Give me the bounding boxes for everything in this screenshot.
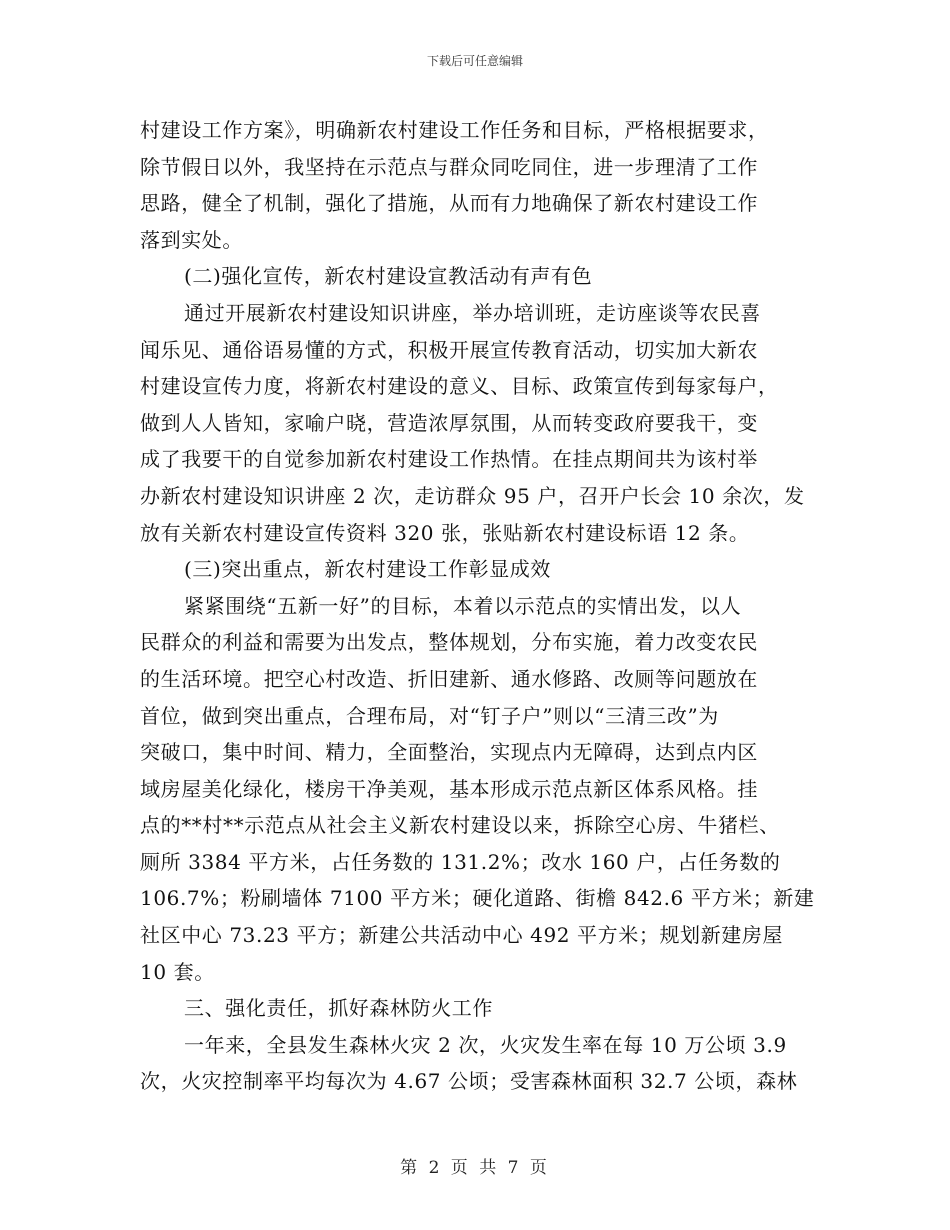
text-line: 办新农村建设知识讲座 2 次，走访群众 95 户，召开户长会 10 余次，发 — [140, 483, 805, 508]
text-line: 村建设工作方案》，明确新农村建设工作任务和目标，严格根据要求， — [140, 118, 769, 142]
text-line: 落到实处。 — [140, 227, 243, 252]
text-line: (二)强化宣传，新农村建设宣教活动有声有色 — [184, 264, 593, 289]
text-line: 成了我要干的自觉参加新农村建设工作热情。在挂点期间共为该村举 — [140, 447, 758, 472]
text-line: 三、强化责任，抓好森林防火工作 — [184, 996, 493, 1021]
text-line: 的生活环境。把空心村改造、折旧建新、通水修路、改厕等问题放在 — [140, 666, 758, 691]
text-line: 域房屋美化绿化，楼房干净美观，基本形成示范点新区体系风格。挂 — [140, 776, 758, 801]
text-line: 一年来，全县发生森林火灾 2 次，火灾发生率在每 10 万公顷 3.9 — [184, 1032, 787, 1057]
text-line: (三)突出重点，新农村建设工作彰显成效 — [184, 557, 552, 582]
text-line: 闻乐见、通俗语易懂的方式，积极开展宣传教育活动，切实加大新农 — [140, 337, 758, 362]
page-number-footer: 第 2 页 共 7 页 — [400, 1158, 550, 1178]
page-header: 下载后可任意编辑 — [426, 54, 523, 68]
text-line: 社区中心 73.23 平方；新建公共活动中心 492 平方米；规划新建房屋 — [140, 923, 784, 948]
text-line: 通过开展新农村建设知识讲座，举办培训班，走访座谈等农民喜 — [184, 300, 761, 325]
text-line: 首位，做到突出重点，合理布局，对“钉子户”则以“三清三改”为 — [140, 703, 719, 728]
text-line: 紧紧围绕“五新一好”的目标，本着以示范点的实情出发，以人 — [184, 593, 742, 618]
document-body — [140, 112, 815, 1100]
text-line: 民群众的利益和需要为出发点，整体规划，分布实施，着力改变农民 — [140, 630, 758, 655]
text-line: 点的**村**示范点从社会主义新农村建设以来，拆除空心房、牛猪栏、 — [140, 813, 780, 838]
text-line: 次，火灾控制率平均每次为 4.67 公顷；受害森林面积 32.7 公顷，森林 — [140, 1069, 798, 1094]
text-line: 除节假日以外，我坚持在示范点与群众同吃同住，进一步理清了工作 — [140, 154, 758, 179]
text-line: 106.7%；粉刷墙体 7100 平方米；硬化道路、街檐 842.6 平方米；新建 — [140, 886, 815, 911]
text-line: 村建设宣传力度，将新农村建设的意义、目标、政策宣传到每家每户， — [140, 374, 779, 399]
text-line: 10 套。 — [140, 959, 215, 984]
text-line: 突破口，集中时间、精力，全面整治，实现点内无障碍，达到点内区 — [140, 740, 758, 765]
text-line: 厕所 3384 平方米，占任务数的 131.2%；改水 160 户，占任务数的 — [140, 849, 781, 874]
text-line: 思路，健全了机制，强化了措施，从而有力地确保了新农村建设工作 — [140, 191, 758, 216]
text-line: 做到人人皆知，家喻户晓，营造浓厚氛围，从而转变政府要我干，变 — [140, 410, 758, 435]
text-line: 放有关新农村建设宣传资料 320 张，张贴新农村建设标语 12 条。 — [140, 520, 750, 545]
